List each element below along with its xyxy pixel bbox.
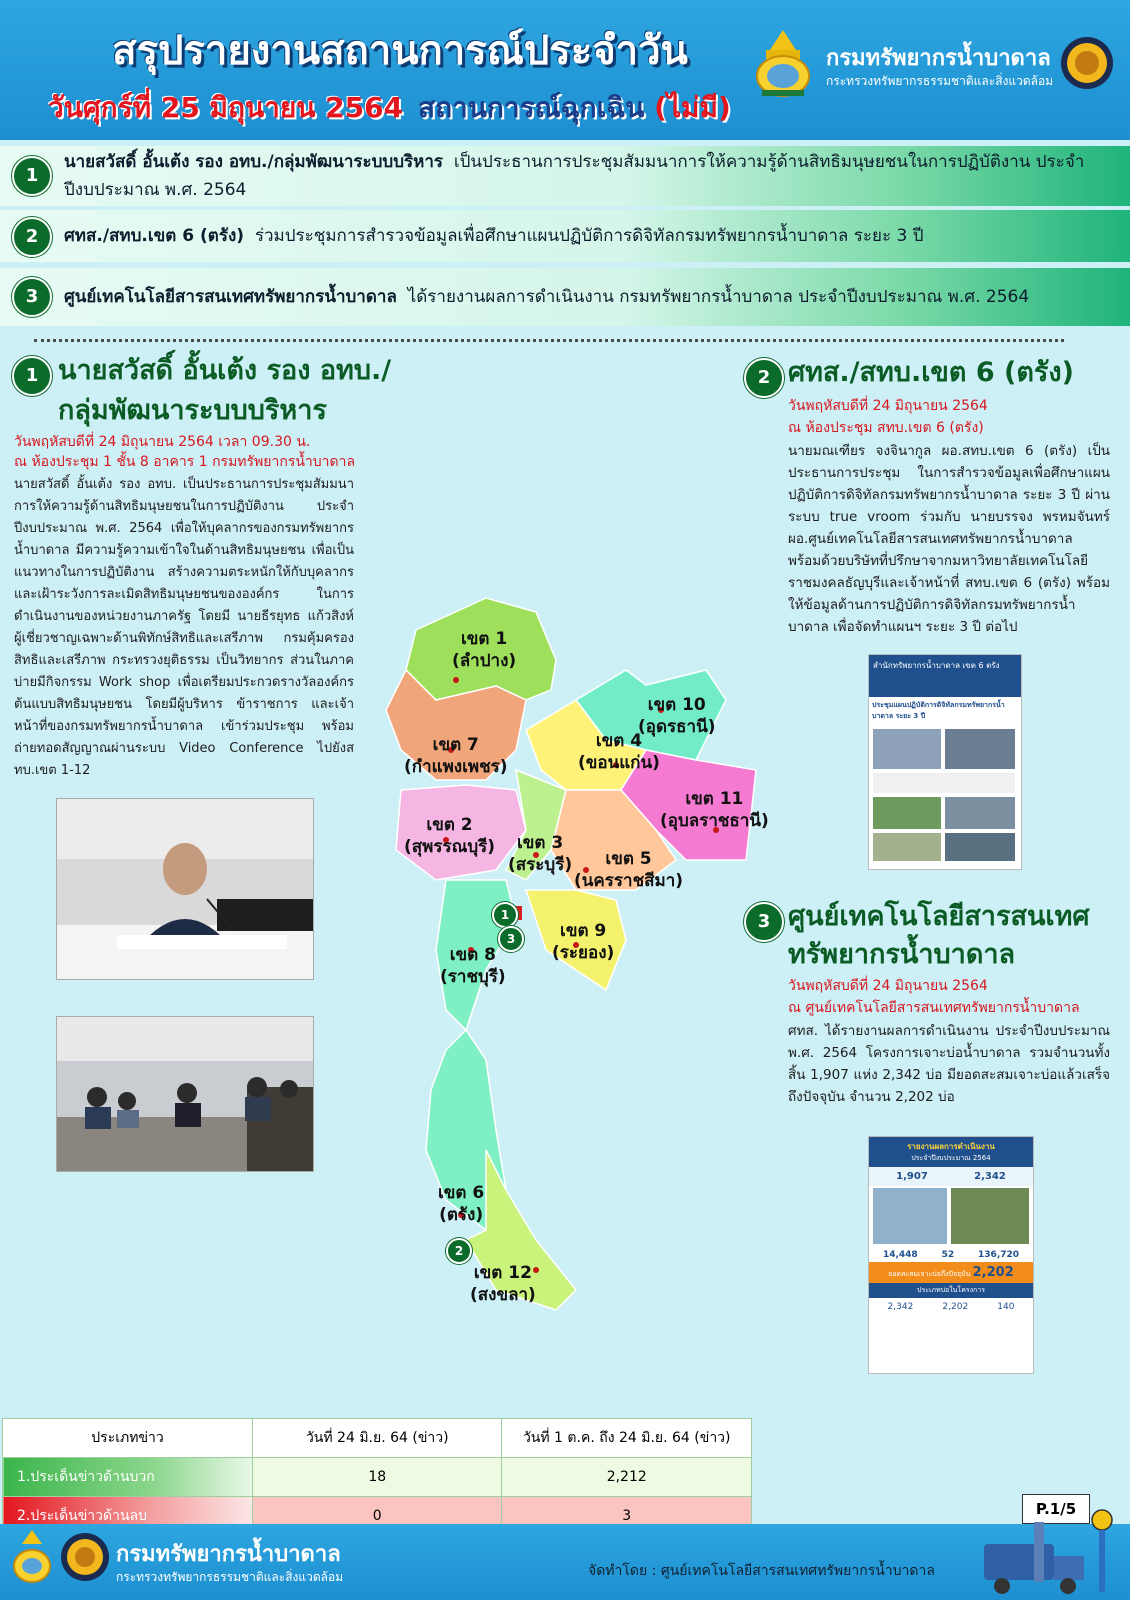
map-label-khet8: เขต 8 (ราชบุรี) bbox=[440, 945, 506, 987]
footer-credit: จัดทำโดย : ศูนย์เทคโนโลยีสารสนเทศทรัพยากรน้ำบาดาล bbox=[588, 1563, 935, 1579]
infographic3-header: รายงานผลการดำเนินงาน ประจำปีงบประมาณ 2564 bbox=[869, 1137, 1033, 1167]
map-label-khet10: เขต 10 (อุดรธานี) bbox=[638, 695, 716, 737]
map-label-khet5: เขต 5 (นครราชสีมา) bbox=[574, 849, 684, 891]
news-row-label: 2.ประเด็นข่าวด้านลบ bbox=[3, 1497, 253, 1536]
news-table-header bbox=[3, 1419, 752, 1458]
section3-infographic bbox=[868, 1136, 1034, 1374]
news-row-day: 0 bbox=[253, 1497, 502, 1536]
news-row-total: 2,212 bbox=[502, 1458, 752, 1497]
ministry-seal-icon bbox=[1060, 36, 1114, 90]
section1-place: ณ ห้องประชุม 1 ชั้น 8 อาคาร 1 กรมทรัพยากรน้ำบาดาล bbox=[14, 454, 356, 470]
section3-date: วันพฤหัสบดีที่ 24 มิถุนายน 2564 bbox=[788, 978, 988, 994]
summary-num-3: 3 bbox=[12, 277, 52, 317]
section2-num: 2 bbox=[744, 358, 784, 398]
infographic2-headline: สำนักทรัพยากรน้ำบาดาล เขต 6 ตรัง bbox=[869, 655, 1021, 697]
infographic3-types: 2,342 2,202 140 bbox=[887, 1302, 1015, 1312]
map-marker-2: 2 bbox=[446, 1238, 472, 1264]
summary-text-1: นายสวัสดิ์ อั้นเต้ง รอง อทบ./กลุ่มพัฒนาระบบบริหาร เป็นประธานการประชุมสัมมนาการให้ความรู้ด้านสิทธิมนุษยชนในการปฏิบัติงาน ประจำปีงบประมาณ พ.ศ. 2564 bbox=[64, 152, 1085, 200]
dept-subtitle: กระทรวงทรัพยากรธรรมชาติและสิ่งแวดล้อม bbox=[826, 74, 1054, 88]
infographic3-wells: 1,907 2,342 bbox=[869, 1167, 1033, 1186]
section1-title-line1: นายสวัสดิ์ อั้นเต้ง รอง อทบ./ bbox=[58, 355, 392, 386]
footer-dept-name: กรมทรัพยากรน้ำบาดาล bbox=[116, 1542, 341, 1567]
infographic3-drill-photos bbox=[869, 1186, 1033, 1246]
dept-emblem-icon bbox=[752, 28, 814, 98]
footer-ministry-seal-icon bbox=[60, 1532, 110, 1582]
news-row-total: 3 bbox=[502, 1497, 752, 1536]
map-label-khet7: เขต 7 (กำแพงเพชร) bbox=[404, 735, 508, 777]
map-label-khet12: เขต 12 (สงขลา) bbox=[470, 1263, 536, 1305]
section1-num: 1 bbox=[12, 356, 52, 396]
infographic3-type-title: ประเภทบ่อในโครงการ bbox=[869, 1283, 1033, 1298]
page-title: สรุปรายงานสถานการณ์ประจำวัน bbox=[112, 28, 688, 74]
news-row-positive bbox=[3, 1458, 752, 1497]
section2-date: วันพฤหัสบดีที่ 24 มิถุนายน 2564 bbox=[788, 398, 988, 414]
section1-body: นายสวัสดิ์ อั้นเต้ง รอง อทบ. เป็นประธานการประชุมสัมมนาการให้ความรู้ด้านสิทธิมนุษยชนในการปฏิบัติงาน ประจำปีงบประมาณ พ.ศ. 2564 เพื่อให้บุคลากรของกรมทรัพยากรน้ำบาดาล มีความรู้ความเข้าใจในด้านสิทธิมนุษยชน เพื่อเป็นแนวทางในการปฏิบัติงาน สร้างความตระหนักให้กับบุคลากรและเฝ้าระวังการละเมิดสิทธิมนุษยชนขององค์กร ในการดำเนินงานของหน่วยงานภาครัฐ โดยมี นายธีรยุทธ แก้วสิงห์ ผู้เชี่ยวชาญเฉพาะด้านพิทักษ์สิทธิและเสรีภาพ กรมคุ้มครองสิทธิและเสรีภาพ กระทรวงยุติธรรม เป็นวิทยากร ส่วนในภาคบ่ายมีกิจกรรม Work shop เพื่อเตรียมประกวดรางวัลองค์กรต้นแบบสิทธิมนุษยชน โดยมีผู้บริหาร ข้าราชการ และเจ้าหน้าที่ของกรมทรัพยากรน้ำบาดาล เข้าร่วมประชุม พร้อมถ่ายทอดสัญญาณผ่านระบบ Video Conference ไปยังสทบ.เขต 1-12 bbox=[14, 477, 354, 778]
infographic2-caption: ประชุมแผนปฏิบัติการดิจิทัลกรมทรัพยากรน้ำบาดาล ระยะ 3 ปี bbox=[872, 701, 1005, 720]
section3-title-line2: ทรัพยากรน้ำบาดาล bbox=[788, 939, 1016, 970]
report-date: วันศุกร์ที่ 25 มิถุนายน 2564 bbox=[48, 91, 404, 124]
summary-text-3: ศูนย์เทคโนโลยีสารสนเทศทรัพยากรน้ำบาดาล ได้รายงานผลการดำเนินงาน กรมทรัพยากรน้ำบาดาล ประจำปีงบประมาณ พ.ศ. 2564 bbox=[64, 287, 1030, 307]
infographic2-photos bbox=[869, 725, 1019, 865]
map-label-khet3: เขต 3 (สระบุรี) bbox=[508, 833, 573, 875]
thailand-region-map bbox=[376, 590, 786, 1350]
meeting-photo-chair bbox=[56, 798, 314, 980]
section2-place: ณ ห้องประชุม สทบ.เขต 6 (ตรัง) bbox=[788, 420, 984, 436]
dotted-divider bbox=[34, 339, 1064, 342]
section3-body: ศทส. ได้รายงานผลการดำเนินงาน ประจำปีงบประมาณ พ.ศ. 2564 โครงการเจาะบ่อน้ำบาดาล รวมจำนวนทั้งสิ้น 1,907 แห่ง 2,342 บ่อ มียอดสะสมเจาะบ่อแล้วเสร็จถึงปัจจุบัน จำนวน 2,202 บ่อ bbox=[788, 1023, 1110, 1105]
drilling-truck-icon bbox=[974, 1504, 1124, 1600]
news-col-type: ประเภทข่าว bbox=[3, 1419, 253, 1458]
summary-num-1: 1 bbox=[12, 156, 52, 196]
map-label-khet6: เขต 6 (ตรัง) bbox=[438, 1183, 485, 1225]
news-row-day: 18 bbox=[253, 1458, 502, 1497]
map-label-khet1: เขต 1 (ลำปาง) bbox=[452, 629, 517, 671]
emergency-label: สถานการณ์ฉุกเฉิน bbox=[418, 91, 645, 124]
section3-place: ณ ศูนย์เทคโนโลยีสารสนเทศทรัพยากรน้ำบาดาล bbox=[788, 1000, 1080, 1016]
summary-text-2: ศทส./สทบ.เขต 6 (ตรัง) ร่วมประชุมการสำรวจข้อมูลเพื่อศึกษาแผนปฏิบัติการดิจิทัลกรมทรัพยากรน้ำบาดาล ระยะ 3 ปี bbox=[64, 226, 924, 246]
infographic3-total: ยอดสะสมเจาะบ่อถึงปัจจุบัน 2,202 bbox=[869, 1262, 1033, 1283]
map-label-khet11: เขต 11 (อุบลราชธานี) bbox=[660, 789, 769, 831]
section3-title-line1: ศูนย์เทคโนโลยีสารสนเทศ bbox=[788, 901, 1090, 932]
section1-date: วันพฤหัสบดีที่ 24 มิถุนายน 2564 เวลา 09.30 น. bbox=[14, 434, 311, 450]
page-number: P.1/5 bbox=[1022, 1494, 1090, 1524]
summary-num-2: 2 bbox=[12, 217, 52, 257]
map-label-khet4: เขต 4 (ขอนแก่น) bbox=[578, 731, 660, 773]
map-label-khet2: เขต 2 (สุพรรณบุรี) bbox=[404, 815, 496, 857]
news-row-label: 1.ประเด็นข่าวด้านบวก bbox=[3, 1458, 253, 1497]
infographic3-stats: 14,448 52 136,720 bbox=[882, 1250, 1020, 1260]
section1-title-line2: กลุ่มพัฒนาระบบบริหาร bbox=[58, 395, 327, 426]
emergency-value: (ไม่มี) bbox=[654, 91, 731, 124]
footer-dept-emblem-icon bbox=[10, 1528, 54, 1588]
section2-body: นายมณเฑียร จงจินากูล ผอ.สทบ.เขต 6 (ตรัง) เป็นประธานการประชุม ในการสำรวจข้อมูลเพื่อศึกษาแผนปฏิบัติการดิจิทัลกรมทรัพยากรน้ำบาดาล ระยะ 3 ปี ผ่านระบบ true vroom ร่วมกับ นายบรรจง พรหมจันทร์ ผอ.ศูนย์เทคโนโลยีสารสนเทศทรัพยากรน้ำบาดาล พร้อมด้วยบริษัทที่ปรึกษาจากมหาวิทยาลัยเทคโนโลยีราชมงคลธัญบุรีและเจ้าหน้าที่ สทบ.เขต 6 (ตรัง) พร้อมให้ข้อมูลด้านการปฏิบัติการดิจิทัลกรมทรัพยากรน้ำบาดาล เพื่อจัดทำแผนฯ ระยะ 3 ปี ต่อไป bbox=[788, 443, 1110, 635]
section2-infographic bbox=[868, 654, 1022, 870]
news-col-total: วันที่ 1 ต.ค. ถึง 24 มิ.ย. 64 (ข่าว) bbox=[502, 1419, 752, 1458]
section3-num: 3 bbox=[744, 902, 784, 942]
news-col-day: วันที่ 24 มิ.ย. 64 (ข่าว) bbox=[253, 1419, 502, 1458]
emergency-status bbox=[418, 86, 731, 130]
map-label-khet9: เขต 9 (ระยอง) bbox=[552, 921, 615, 963]
dept-name: กรมทรัพยากรน้ำบาดาล bbox=[826, 46, 1051, 71]
footer-dept-subtitle: กระทรวงทรัพยากรธรรมชาติและสิ่งแวดล้อม bbox=[116, 1570, 344, 1584]
map-marker-1: 1 bbox=[492, 902, 518, 928]
meeting-photo-audience bbox=[56, 1016, 314, 1172]
section2-title: ศทส./สทบ.เขต 6 (ตรัง) bbox=[788, 357, 1074, 388]
map-marker-3: 3 bbox=[498, 926, 524, 952]
news-summary-table bbox=[2, 1418, 752, 1536]
